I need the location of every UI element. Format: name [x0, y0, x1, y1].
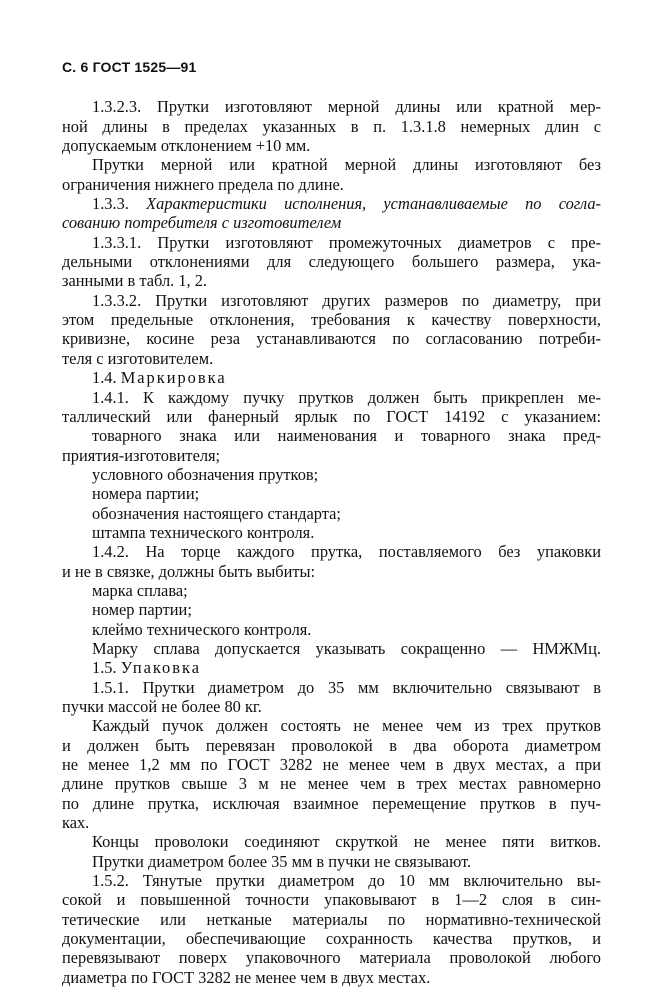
paragraph-wire-ends: Концы проволоки соединяют скруткой не менее пяти витков. [92, 832, 601, 852]
section-number: 1.3.3. [92, 194, 129, 214]
text-line: теля с изготовителем. [62, 348, 214, 368]
text-line: 1.5.2. Тянутые прутки диаметром до 10 мм включительно вы- [92, 871, 601, 891]
text-line: и не в связке, должны быть выбиты: [62, 561, 316, 581]
text-line [62, 658, 601, 677]
section-1-5-heading [62, 658, 601, 677]
paragraph-1-3-3-1 [62, 233, 601, 291]
text-line: и должен быть перевязан проволокой в два оборота диаметром [62, 735, 601, 755]
text-line: занными в табл. 1, 2. [62, 271, 208, 291]
text-line: товарного знака или наименования и товарного знака пред- [92, 426, 601, 446]
text-line: Прутки мерной или кратной мерной длины изготовляют без [92, 155, 601, 175]
text-line: Каждый пучок должен состоять не менее чем из трех прутков [92, 716, 601, 736]
text-line: тетические или нетканые материалы по нормативно-технической [62, 909, 601, 929]
section-title: Упаковка [120, 658, 201, 678]
paragraph-abbreviation: Марку сплава допускается указывать сокращенно — НМЖМц. [92, 638, 601, 658]
text-line: не менее 1,2 мм по ГОСТ 3282 не менее чем в двух местах, а при [62, 755, 601, 775]
text-line: перевязывают поверх упаковочного материала проволокой любого [62, 948, 601, 968]
paragraph-1-4-1 [62, 388, 601, 427]
paragraph-bundle [62, 716, 601, 832]
paragraph-1-5-2 [62, 871, 601, 987]
text-line: диаметра по ГОСТ 3282 не менее чем в двух местах. [62, 967, 431, 987]
paragraph-1-4-2 [62, 542, 601, 581]
paragraph-1-5-1 [62, 678, 601, 717]
list-item: номер партии; [92, 600, 192, 620]
text-line: документации, обеспечивающие сохранность качества прутков, и [62, 929, 601, 949]
text-line: ной длины в пределах указанных в п. 1.3.1.8 немерных длин с [62, 116, 601, 136]
list-item: штампа технического контроля. [92, 522, 315, 542]
section-number: 1.5. [92, 658, 117, 678]
section-1-4-heading [62, 368, 601, 387]
text-line: 1.4.1. К каждому пучку прутков должен быть прикреплен ме- [92, 387, 601, 407]
text-line: 1.3.2.3. Прутки изготовляют мерной длины или кратной мер- [92, 97, 601, 117]
paragraph-large-diameter: Прутки диаметром более 35 мм в пучки не связывают. [92, 851, 472, 871]
paragraph-1-3-3-2 [62, 291, 601, 368]
text-line: 1.3.3.1. Прутки изготовляют промежуточных диаметров с пре- [92, 232, 601, 252]
text-line: таллический или фанерный ярлык по ГОСТ 14192 с указанием: [62, 406, 601, 426]
text-line: дельными отклонениями для следующего большего размера, ука- [62, 252, 601, 272]
list-item: клеймо технического контроля. [92, 619, 312, 639]
text-line: пучки массой не более 80 кг. [62, 697, 262, 716]
text-line: ках. [62, 813, 90, 833]
text-line: по длине прутка, исключая взаимное перемещение прутков в пуч- [62, 793, 601, 813]
paragraph-1-3-2-3 [62, 97, 601, 155]
page-header: С. 6 ГОСТ 1525—91 [62, 59, 197, 75]
text-line: допускаемым отклонением +10 мм. [62, 136, 311, 156]
section-title: Маркировка [120, 368, 227, 388]
list-item: обозначения настоящего стандарта; [92, 503, 341, 523]
text-line [62, 368, 601, 387]
text-line: 1.5.1. Прутки диаметром до 35 мм включительно связывают в [92, 677, 601, 697]
text-line: кривизне, косине реза устанавливаются по согласованию потреби- [62, 329, 601, 349]
text-line: ограничения нижнего предела по длине. [62, 174, 344, 194]
text-line: 1.4.2. На торце каждого прутка, поставляемого без упаковки [92, 542, 601, 562]
text-line: длине прутков свыше 3 м не менее чем в трех местах равномерно [62, 774, 601, 794]
section-title: Характеристики исполнения, устанавливаемые по согла- [146, 194, 601, 214]
document-body [62, 97, 601, 987]
section-1-3-3-heading [62, 194, 601, 233]
list-item: марка сплава; [92, 580, 188, 600]
text-line: приятия-изготовителя; [62, 445, 221, 465]
text-line [62, 194, 601, 213]
text-line: этом предельные отклонения, требования к качеству поверхности, [62, 310, 601, 330]
list-item: номера партии; [92, 484, 200, 504]
text-line: 1.3.3.2. Прутки изготовляют других размеров по диаметру, при [92, 290, 601, 310]
section-title-cont: сованию потребителя с изготовителем [62, 213, 342, 233]
section-number: 1.4. [92, 368, 117, 388]
paragraph-measured-length [62, 155, 601, 194]
text-line: сокой и повышенной точности упаковывают в 1—2 слоя в син- [62, 890, 601, 910]
list-item [62, 426, 601, 465]
text-line [62, 213, 601, 232]
list-item: условного обозначения прутков; [92, 464, 319, 484]
